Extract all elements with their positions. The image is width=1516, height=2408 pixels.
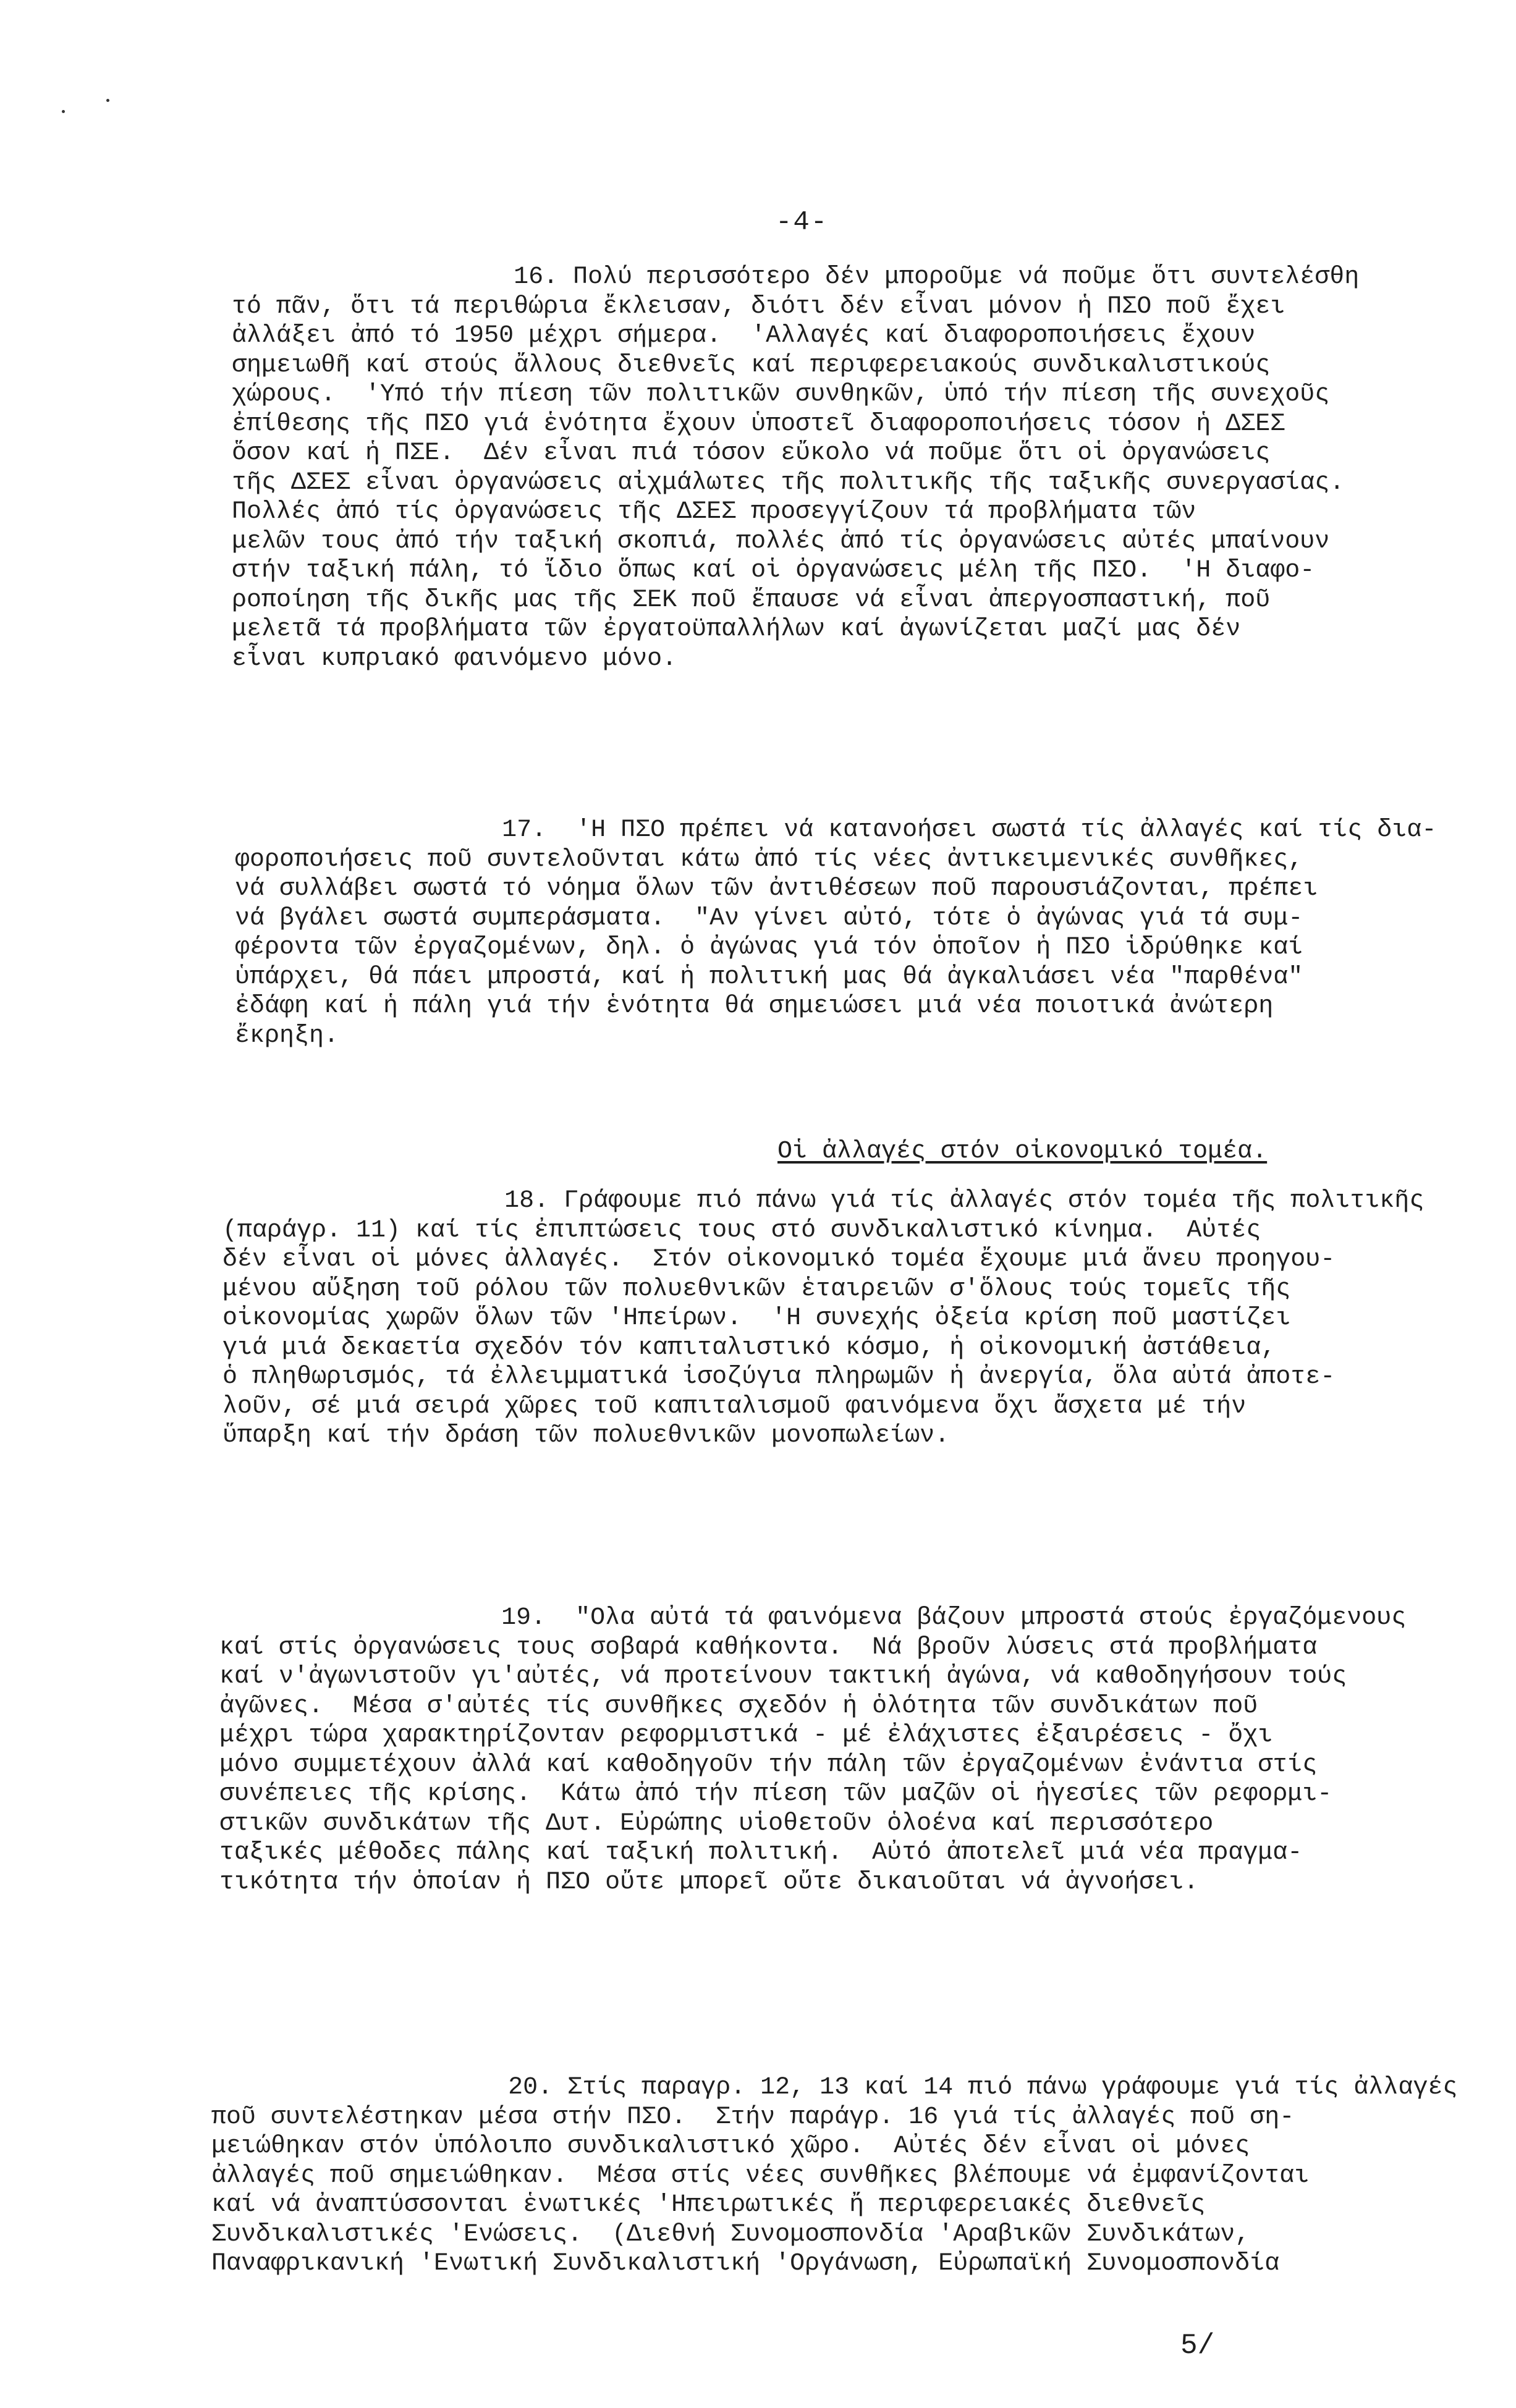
text-line: φέροντα τῶν ἐργαζομένων, δηλ. ὁ ἀγώνας γιά τόν ὁποῖον ἡ ΠΣΟ ἱδρύθηκε καί: [235, 934, 1303, 961]
text-line: ἔκρηξη.: [235, 1021, 339, 1050]
text-line: χώρους. 'Υπό τήν πίεση τῶν πολιτικῶν συνθηκῶν, ὑπό τήν πίεση τῆς συνεχοῦς: [232, 381, 1330, 408]
text-line: 16. Πολύ περισσότερο δέν μποροῦμε νά ποῦμε ὅτι συντελέσθη: [232, 263, 1360, 291]
text-line: νά βγάλει σωστά συμπεράσματα. "Αν γίνει αὐτό, τότε ὁ ἀγώνας γιά τά συμ-: [235, 904, 1303, 932]
text-line: Παναφρικανική 'Ενωτική Συνδικαλιστική 'Οργάνωση, Εὐρωπαϊκή Συνομοσπονδία: [211, 2250, 1280, 2278]
text-line: ἐπίθεσης τῆς ΠΣΟ γιά ἑνότητα ἔχουν ὑποστεῖ διαφοροποιήσεις τόσον ἡ ΔΣΕΣ: [232, 410, 1285, 438]
text-line: μελῶν τους ἀπό τήν ταξική σκοπιά, πολλές ἀπό τίς ὀργανώσεις αὐτές μπαίνουν: [232, 527, 1330, 556]
text-line: ποῦ συντελέστηκαν μέσα στήν ΠΣΟ. Στήν παράγρ. 16 γιά τίς ἀλλαγές ποῦ ση-: [211, 2103, 1295, 2131]
text-line: ἀλλαγές ποῦ σημειώθηκαν. Μέσα στίς νέες συνθῆκες βλέπουμε νά ἐμφανίζονται: [211, 2161, 1310, 2190]
text-line: 20. Στίς παραγρ. 12, 13 καί 14 πιό πάνω γράφουμε γιά τίς ἀλλαγές: [211, 2074, 1458, 2102]
text-line: ροποίηση τῆς δικῆς μας τῆς ΣΕΚ ποῦ ἔπαυσε νά εἶναι ἀπεργοσπαστική, ποῦ: [232, 586, 1271, 614]
text-line: Συνδικαλιστικές 'Ενώσεις. (Διεθνή Συνομοσπονδία 'Αραβικῶν Συνδικάτων,: [211, 2220, 1250, 2249]
text-line: μόνο συμμετέχουν ἀλλά καί καθοδηγοῦν τήν πάλη τῶν ἐργαζομένων ἐνάντια στίς: [219, 1751, 1318, 1779]
text-line: μελετᾶ τά προβλήματα τῶν ἐργατοϋπαλλήλων καί ἀγωνίζεται μαζί μας δέν: [232, 615, 1241, 643]
text-line: 19. "Ολα αὐτά τά φαινόμενα βάζουν μπροστά στούς ἐργαζόμενους: [219, 1604, 1407, 1632]
page-number: -4-: [776, 207, 829, 238]
paragraph-19: [219, 1603, 1406, 1897]
text-line: ἀλλάξει ἀπό τό 1950 μέχρι σήμερα. 'Αλλαγές καί διαφοροποιήσεις ἔχουν: [232, 322, 1256, 350]
text-line: καί νά ἀναπτύσσονται ἑνωτικές 'Ηπειρωτικές ἤ περιφερειακές διεθνεῖς: [211, 2191, 1206, 2219]
text-line: μένου αὔξηση τοῦ ρόλου τῶν πολυεθνικῶν ἑταιρειῶν σ'ὅλους τούς τομεῖς τῆς: [222, 1275, 1291, 1303]
text-line: ὁ πληθωρισμός, τά ἐλλειμματικά ἰσοζύγια πληρωμῶν ἡ ἀνεργία, ὅλα αὐτά ἀποτε-: [222, 1363, 1336, 1391]
text-line: σημειωθῆ καί στούς ἄλλους διεθνεῖς καί περιφερειακούς συνδικαλιστικούς: [232, 351, 1271, 379]
text-line: καί στίς ὀργανώσεις τους σοβαρά καθήκοντα. Νά βροῦν λύσεις στά προβλήματα: [219, 1633, 1318, 1662]
text-line: νά συλλάβει σωστά τό νόημα ὅλων τῶν ἀντιθέσεων ποῦ παρουσιάζονται, πρέπει: [235, 875, 1318, 903]
text-line: ἐδάφη καί ἡ πάλη γιά τήν ἑνότητα θά σημειώσει μιά νέα ποιοτικά ἀνώτερη: [235, 992, 1274, 1020]
text-line: 17. 'Η ΠΣΟ πρέπει νά κατανοήσει σωστά τίς ἀλλαγές καί τίς δια-: [235, 816, 1437, 844]
text-line: στικῶν συνδικάτων τῆς Δυτ. Εὐρώπης υἱοθετοῦν ὁλοένα καί περισσότερο: [219, 1809, 1214, 1838]
continuation-page-ref: 5/: [1180, 2330, 1215, 2362]
text-line: μέχρι τώρα χαρακτηρίζονταν ρεφορμιστικά - μέ ἐλάχιστες ἐξαιρέσεις - ὄχι: [219, 1722, 1273, 1749]
text-line: συνέπειες τῆς κρίσης. Κάτω ἀπό τήν πίεση τῶν μαζῶν οἱ ἡγεσίες τῶν ρεφορμι-: [219, 1780, 1332, 1808]
scan-speck: [62, 110, 65, 113]
section-heading: Οἱ ἀλλαγές στόν οἰκονομικό τομέα.: [777, 1138, 1268, 1165]
text-line: Πολλές ἀπό τίς ὀργανώσεις τῆς ΔΣΕΣ προσεγγίζουν τά προβλήματα τῶν: [232, 498, 1196, 526]
paragraph-17: [235, 816, 1436, 1050]
text-line: οἰκονομίας χωρῶν ὅλων τῶν 'Ηπείρων. 'Η συνεχής ὀξεία κρίση ποῦ μαστίζει: [222, 1304, 1291, 1332]
text-line: ἀγῶνες. Μέσα σ'αὐτές τίς συνθῆκες σχεδόν ἡ ὁλότητα τῶν συνδικάτων ποῦ: [219, 1692, 1258, 1720]
text-line: ταξικές μέθοδες πάλης καί ταξική πολιτική. Αὐτό ἀποτελεῖ μιά νέα πραγμα-: [219, 1839, 1303, 1867]
text-line: μειώθηκαν στόν ὑπόλοιπο συνδικαλιστικό χῶρο. Αὐτές δέν εἶναι οἱ μόνες: [211, 2132, 1250, 2160]
paragraph-20: [211, 2073, 1457, 2279]
text-line: καί ν'ἀγωνιστοῦν γι'αὐτές, νά προτείνουν τακτική ἀγώνα, νά καθοδηγήσουν τούς: [219, 1663, 1347, 1691]
text-line: γιά μιά δεκαετία σχεδόν τόν καπιταλιστικό κόσμο, ἡ οἰκονομική ἀστάθεια,: [222, 1333, 1276, 1362]
text-line: τικότητα τήν ὁποίαν ἡ ΠΣΟ οὔτε μπορεῖ οὔτε δικαιοῦται νά ἀγνοήσει.: [219, 1868, 1199, 1896]
paragraph-18: [222, 1186, 1424, 1451]
text-line: τό πᾶν, ὅτι τά περιθώρια ἔκλεισαν, διότι δέν εἶναι μόνον ἡ ΠΣΟ ποῦ ἔχει: [232, 292, 1285, 321]
paragraph-16: [232, 263, 1359, 674]
scan-speck: [106, 99, 109, 102]
text-line: (παράγρ. 11) καί τίς ἐπιπτώσεις τους στό συνδικαλιστικό κίνημα. Αὐτές: [222, 1216, 1261, 1244]
text-line: λοῦν, σέ μιά σειρά χῶρες τοῦ καπιταλισμοῦ φαινόμενα ὄχι ἄσχετα μέ τήν: [222, 1392, 1247, 1421]
text-line: δέν εἶναι οἱ μόνες ἀλλαγές. Στόν οἰκονομικό τομέα ἔχουμε μιά ἄνευ προηγου-: [222, 1246, 1336, 1274]
text-line: ὑπάρχει, θά πάει μπροστά, καί ἡ πολιτική μας θά ἀγκαλιάσει νέα "παρθένα": [235, 963, 1303, 991]
text-line: στήν ταξική πάλη, τό ἴδιο ὅπως καί οἱ ὀργανώσεις μέλη τῆς ΠΣΟ. 'Η διαφο-: [232, 557, 1315, 585]
text-line: ὕπαρξη καί τήν δράση τῶν πολυεθνικῶν μονοπωλείων.: [222, 1422, 950, 1450]
text-line: εἶναι κυπριακό φαινόμενο μόνο.: [232, 644, 677, 673]
text-line: φοροποιήσεις ποῦ συντελοῦνται κάτω ἀπό τίς νέες ἀντικειμενικές συνθῆκες,: [235, 845, 1303, 874]
text-line: τῆς ΔΣΕΣ εἶναι ὀργανώσεις αἰχμάλωτες τῆς πολιτικῆς τῆς ταξικῆς συνεργασίας.: [232, 468, 1345, 497]
text-line: 18. Γράφουμε πιό πάνω γιά τίς ἀλλαγές στόν τομέα τῆς πολιτικῆς: [222, 1187, 1425, 1215]
text-line: ὅσον καί ἡ ΠΣΕ. Δέν εἶναι πιά τόσον εὔκολο νά ποῦμε ὅτι οἱ ὀργανώσεις: [232, 439, 1271, 467]
